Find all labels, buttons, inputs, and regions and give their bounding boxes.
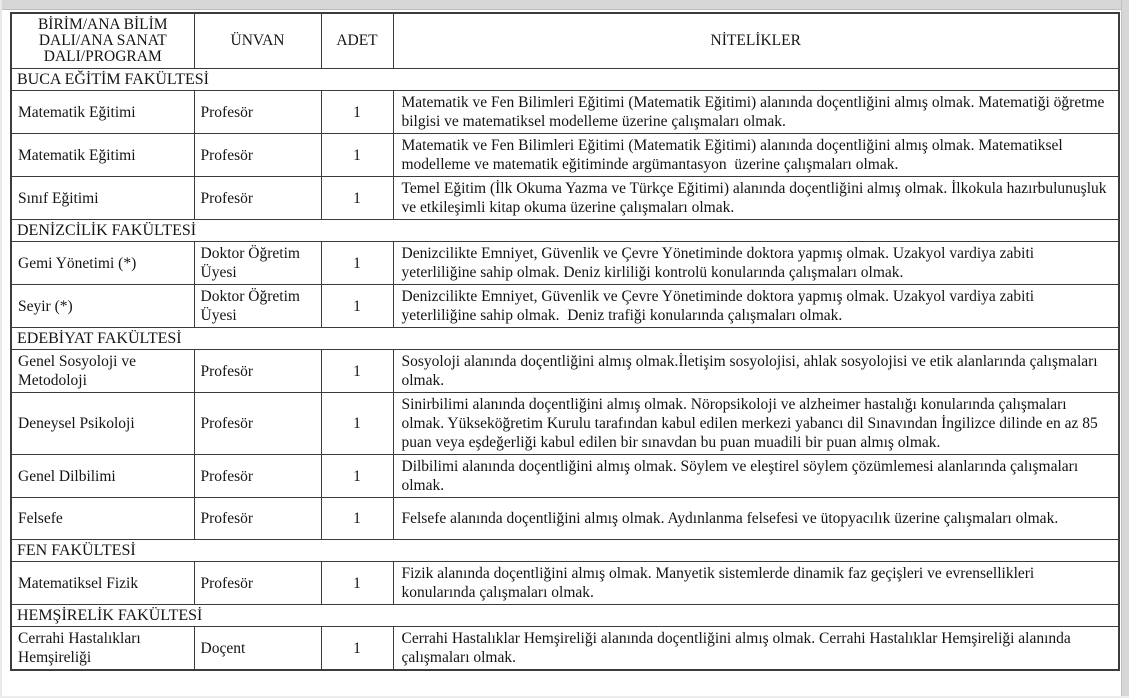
cell-unvan: Doktor Öğretim Üyesi: [194, 285, 321, 328]
cell-nitelikler: Dilbilimi alanında doçentliğini almış olmak. Söylem ve eleştirel söylem çözümlemesi alanlarında çalışmaları olmak.: [393, 455, 1119, 498]
cell-program: Genel Sosyoloji ve Metodoloji: [11, 350, 194, 393]
cell-nitelikler: Matematik ve Fen Bilimleri Eğitimi (Matematik Eğitimi) alanında doçentliğini almış olmak. Matematiği öğretme bilgisi ve matematiksel modelleme üzerine çalışmaları olmak.: [393, 91, 1119, 134]
cell-unvan: Profesör: [194, 455, 321, 498]
cell-unvan: Profesör: [194, 498, 321, 540]
header-unvan: ÜNVAN: [194, 13, 321, 69]
faculty-positions-table: [10, 12, 1120, 671]
section-row: [11, 605, 1119, 627]
cell-program: Sınıf Eğitimi: [11, 177, 194, 220]
cell-program: Matematik Eğitimi: [11, 134, 194, 177]
section-row: [11, 540, 1119, 562]
position-row: [11, 627, 1119, 671]
cell-unvan: Profesör: [194, 393, 321, 455]
position-row: [11, 91, 1119, 134]
section-row: [11, 220, 1119, 242]
cell-unvan: Doktor Öğretim Üyesi: [194, 242, 321, 285]
page-edge-left: [0, 0, 2, 698]
cell-program: Seyir (*): [11, 285, 194, 328]
table-body: [11, 69, 1119, 671]
section-title: EDEBİYAT FAKÜLTESİ: [11, 328, 1119, 350]
position-row: [11, 455, 1119, 498]
cell-nitelikler: Fizik alanında doçentliğini almış olmak. Manyetik sistemlerde dinamik faz geçişleri ve evrensellikleri konularında çalışmaları olmak.: [393, 562, 1119, 605]
cell-adet: 1: [321, 134, 393, 177]
page-edge-top: [0, 0, 1129, 10]
cell-nitelikler: Cerrahi Hastalıklar Hemşireliği alanında doçentliğini almış olmak. Cerrahi Hastalıklar Hemşireliği alanında çalışmaları olmak.: [393, 627, 1119, 671]
position-row: [11, 562, 1119, 605]
cell-unvan: Profesör: [194, 350, 321, 393]
header-program: BİRİM/ANA BİLİM DALI/ANA SANAT DALI/PROGRAM: [11, 13, 194, 69]
cell-adet: 1: [321, 627, 393, 671]
cell-program: Genel Dilbilimi: [11, 455, 194, 498]
page-edge-right: [1121, 0, 1129, 698]
cell-adet: 1: [321, 498, 393, 540]
header-nitelikler: NİTELİKLER: [393, 13, 1119, 69]
cell-adet: 1: [321, 242, 393, 285]
cell-program: Gemi Yönetimi (*): [11, 242, 194, 285]
cell-nitelikler: Denizcilikte Emniyet, Güvenlik ve Çevre Yönetiminde doktora yapmış olmak. Uzakyol vardiya zabiti yeterliliğine sahip olmak. Deniz trafiği konularında çalışmaları olmak.: [393, 285, 1119, 328]
cell-adet: 1: [321, 350, 393, 393]
section-row: [11, 69, 1119, 91]
section-title: BUCA EĞİTİM FAKÜLTESİ: [11, 69, 1119, 91]
section-row: [11, 328, 1119, 350]
position-row: [11, 350, 1119, 393]
cell-program: Felsefe: [11, 498, 194, 540]
cell-nitelikler: Matematik ve Fen Bilimleri Eğitimi (Matematik Eğitimi) alanında doçentliğini almış olmak. Matematiksel modelleme ve matematik eğitiminde argümantasyon üzerine çalışmaları olmak.: [393, 134, 1119, 177]
cell-nitelikler: Sosyoloji alanında doçentliğini almış olmak.İletişim sosyolojisi, ahlak sosyolojisi ve etik alanlarında çalışmaları olmak.: [393, 350, 1119, 393]
cell-adet: 1: [321, 562, 393, 605]
position-row: [11, 498, 1119, 540]
cell-nitelikler: Felsefe alanında doçentliğini almış olmak. Aydınlanma felsefesi ve ütopyacılık üzerine çalışmaları olmak.: [393, 498, 1119, 540]
cell-adet: 1: [321, 91, 393, 134]
cell-unvan: Profesör: [194, 134, 321, 177]
section-title: FEN FAKÜLTESİ: [11, 540, 1119, 562]
cell-program: Matematik Eğitimi: [11, 91, 194, 134]
cell-program: Cerrahi Hastalıkları Hemşireliği: [11, 627, 194, 671]
position-row: [11, 242, 1119, 285]
cell-adet: 1: [321, 455, 393, 498]
position-row: [11, 177, 1119, 220]
cell-unvan: Doçent: [194, 627, 321, 671]
table-header-row: [11, 13, 1119, 69]
cell-adet: 1: [321, 393, 393, 455]
position-row: [11, 393, 1119, 455]
position-row: [11, 134, 1119, 177]
cell-adet: 1: [321, 285, 393, 328]
section-title: DENİZCİLİK FAKÜLTESİ: [11, 220, 1119, 242]
cell-unvan: Profesör: [194, 177, 321, 220]
cell-adet: 1: [321, 177, 393, 220]
cell-unvan: Profesör: [194, 562, 321, 605]
cell-nitelikler: Denizcilikte Emniyet, Güvenlik ve Çevre Yönetiminde doktora yapmış olmak. Uzakyol vardiya zabiti yeterliliğine sahip olmak. Deniz kirliliği kontrolü konularında çalışmaları olmak.: [393, 242, 1119, 285]
cell-nitelikler: Sinirbilimi alanında doçentliğini almış olmak. Nöropsikoloji ve alzheimer hastalığı konularında çalışmaları olmak. Yükseköğretim Kurulu tarafından kabul edilen merkezi yabancı dil Sınavından İngilizce dilinde en az 85 puan veya eşdeğerliği kabul edilen bir sınavdan bu puan muadili bir puan almış olmak.: [393, 393, 1119, 455]
section-title: HEMŞİRELİK FAKÜLTESİ: [11, 605, 1119, 627]
cell-nitelikler: Temel Eğitim (İlk Okuma Yazma ve Türkçe Eğitimi) alanında doçentliğini almış olmak. İlkokula hazırbulunuşluk ve etkileşimli kitap okuma üzerine çalışmaları olmak.: [393, 177, 1119, 220]
header-adet: ADET: [321, 13, 393, 69]
position-row: [11, 285, 1119, 328]
cell-program: Deneysel Psikoloji: [11, 393, 194, 455]
cell-unvan: Profesör: [194, 91, 321, 134]
cell-program: Matematiksel Fizik: [11, 562, 194, 605]
